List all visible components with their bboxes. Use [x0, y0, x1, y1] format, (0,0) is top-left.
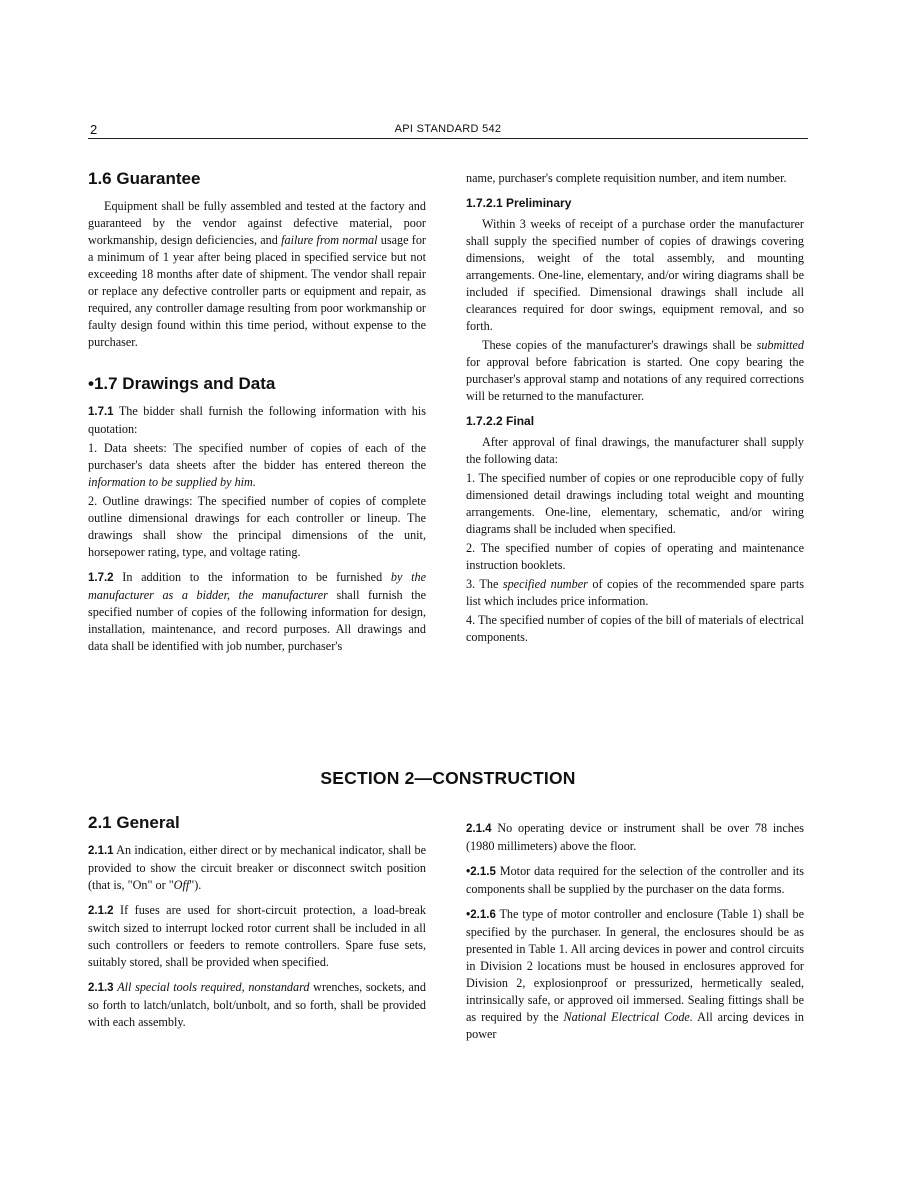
paragraph-text-a: In addition to the information to be furnished — [113, 570, 391, 584]
guarantee-paragraph — [88, 198, 426, 351]
paragraph-2-1-6 — [466, 906, 804, 1043]
paragraph-2-1-4 — [466, 820, 804, 855]
final-item-3 — [466, 576, 804, 610]
paragraph-text-b: wrenches, sockets, and so forth to latch/unlatch, bolt/unbolt, and so forth, shall be provided with each assembly. — [88, 980, 426, 1029]
paragraph-text-b: for approval before fabrication is started. One copy bearing the purchaser's approval stamp and notations of any required corrections will be returned to the manufacturer. — [466, 355, 804, 403]
paragraph-text-em: Off — [173, 878, 190, 892]
guarantee-text-b: usage for a minimum of 1 year after being placed in specified service but not exceeding 18 months after date of shipment. The vendor shall repair or replace any defective controller parts or equipment and repair, as required, any controller damage resulting from poor workmanship or faulty design found within this time period, without expense to the purchaser. — [88, 233, 426, 349]
paragraph-text: If fuses are used for short-circuit protection, a load-break switch sized to interrupt locked rotor current shall be included in all such controllers or feeders to remote controllers. Spare fuse sets, suitably stored, shall be provided when specified. — [88, 903, 426, 969]
running-header — [88, 120, 808, 139]
heading-1-7 — [88, 373, 426, 395]
revision-bullet: • — [466, 864, 471, 878]
paragraph-text-a: An indication, either direct or by mechanical indicator, shall be provided to show the circuit breaker or disconnect switch position (that is, "On" or " — [88, 843, 426, 892]
heading-1-7-2-1: 1.7.2.1 Preliminary — [466, 196, 572, 210]
revision-bullet: • — [88, 374, 94, 393]
revision-bullet: • — [466, 907, 471, 921]
final-item-4: 4. The specified number of copies of the bill of materials of electrical components. — [466, 613, 804, 644]
guarantee-text-em: failure from normal — [281, 233, 378, 247]
continuation-paragraph: name, purchaser's complete requisition number, and item number. — [466, 171, 787, 185]
clause-number: 2.1.2 — [88, 905, 114, 917]
right-column-top — [466, 170, 804, 654]
item-text-em: specified number — [502, 577, 588, 591]
heading-1-7-2-2: 1.7.2.2 Final — [466, 414, 535, 428]
heading-1-7-text: 1.7 Drawings and Data — [93, 374, 276, 393]
paragraph-text: No operating device or instrument shall be over 78 inches (1980 millimeters) above the floor. — [466, 821, 804, 853]
item-text-b: of copies of the recommended spare parts list which includes price information. — [466, 577, 804, 608]
heading-2-1: 2.1 General — [88, 813, 180, 832]
preliminary-paragraph-2 — [466, 337, 804, 405]
paragraph-text: Motor data required for the selection of the controller and its components shall be supplied by the purchaser on the data forms. — [466, 864, 804, 896]
list-item-data-sheets — [88, 440, 426, 491]
paragraph-2-1-1 — [88, 842, 426, 894]
heading-1-6: 1.6 Guarantee — [88, 169, 201, 188]
item-text-a: 3. The — [466, 577, 503, 591]
paragraph-text-b: shall furnish the specified number of copies of the following information for design, installation, maintenance, and record purposes. All drawings and data shall be identified with job number, purchaser's — [88, 588, 427, 653]
clause-number: 2.1.6 — [470, 909, 496, 921]
left-column-top — [88, 168, 426, 663]
paragraph-2-1-2 — [88, 902, 426, 971]
item-text-em: information to be supplied by him. — [88, 475, 256, 489]
clause-number: 2.1.3 — [88, 982, 114, 994]
clause-number: 1.7.1 — [88, 406, 114, 418]
final-item-1: 1. The specified number of copies or one reproducible copy of fully dimensioned detail drawings including total weight and mounting arrangements. One-line, elementary, schematic, and/or wiring diagrams shall be included when specified. — [466, 471, 804, 536]
list-item-outline-drawings: 2. Outline drawings: The specified number of copies of complete outline dimensional drawings for each controller or lineup. The drawings shall show the principal dimensions of the unit, horsepower rating, type, and voltage rating. — [88, 494, 426, 559]
paragraph-text-em: submitted — [756, 338, 804, 352]
paragraph-2-1-5 — [466, 863, 804, 898]
paragraph-text-b: All arcing devices in power — [466, 1010, 804, 1041]
paragraph-text: The bidder shall furnish the following information with his quotation: — [88, 404, 426, 436]
section-title: SECTION 2—CONSTRUCTION — [320, 768, 576, 788]
final-intro: After approval of final drawings, the manufacturer shall supply the following data: — [466, 435, 804, 466]
clause-number: 2.1.1 — [88, 845, 114, 857]
left-column-bottom — [88, 812, 426, 1039]
right-column-bottom — [466, 820, 804, 1051]
paragraph-1-7-2 — [88, 569, 426, 655]
paragraph-text-a: These copies of the manufacturer's drawings shall be — [482, 338, 757, 352]
preliminary-paragraph-1: Within 3 weeks of receipt of a purchase order the manufacturer shall supply the specified number of copies of drawings covering dimensions, weight of the total assembly, and mounting arrangements. One-line, elementary, and/or wiring diagrams shall be included if specified. Dimensional drawings shall include all clearances required for door swings, equipment removal, and so forth. — [466, 217, 804, 333]
paragraph-1-7-1 — [88, 403, 426, 438]
paragraph-2-1-3 — [88, 979, 426, 1031]
page-number: 2 — [90, 122, 98, 137]
standard-title: API STANDARD 542 — [394, 123, 502, 135]
paragraph-text-em: by the manufacturer as a bidder, the manufacturer — [88, 570, 426, 602]
item-text: 1. Data sheets: The specified number of copies of each of the purchaser's data sheets after the bidder has entered thereon the — [88, 441, 426, 472]
guarantee-text-a: Equipment shall be fully assembled and tested at the factory and guaranteed by the vendor against defective material, poor workmanship, design deficiencies, and — [88, 199, 426, 247]
final-item-2: 2. The specified number of copies of operating and maintenance instruction booklets. — [466, 541, 804, 572]
clause-number: 2.1.5 — [470, 866, 496, 878]
paragraph-text-em: All special tools required, nonstandard — [117, 980, 310, 994]
clause-number: 2.1.4 — [466, 823, 492, 835]
paragraph-text-b: "). — [189, 878, 202, 892]
paragraph-text-a: The type of motor controller and enclosure (Table 1) shall be specified by the purchaser. In general, the enclosures should be as presented in Table 1. All arcing devices in power and control circuits in Division 2 locations must be housed in enclosures approved for Division 2, explosionproof or pressurized, hermetically sealed, intrinsically safe, or approved oil immersed. Sealing fittings shall be as required by the — [466, 907, 804, 1024]
clause-number: 1.7.2 — [88, 572, 114, 584]
paragraph-text-em: National Electrical Code. — [563, 1010, 693, 1024]
